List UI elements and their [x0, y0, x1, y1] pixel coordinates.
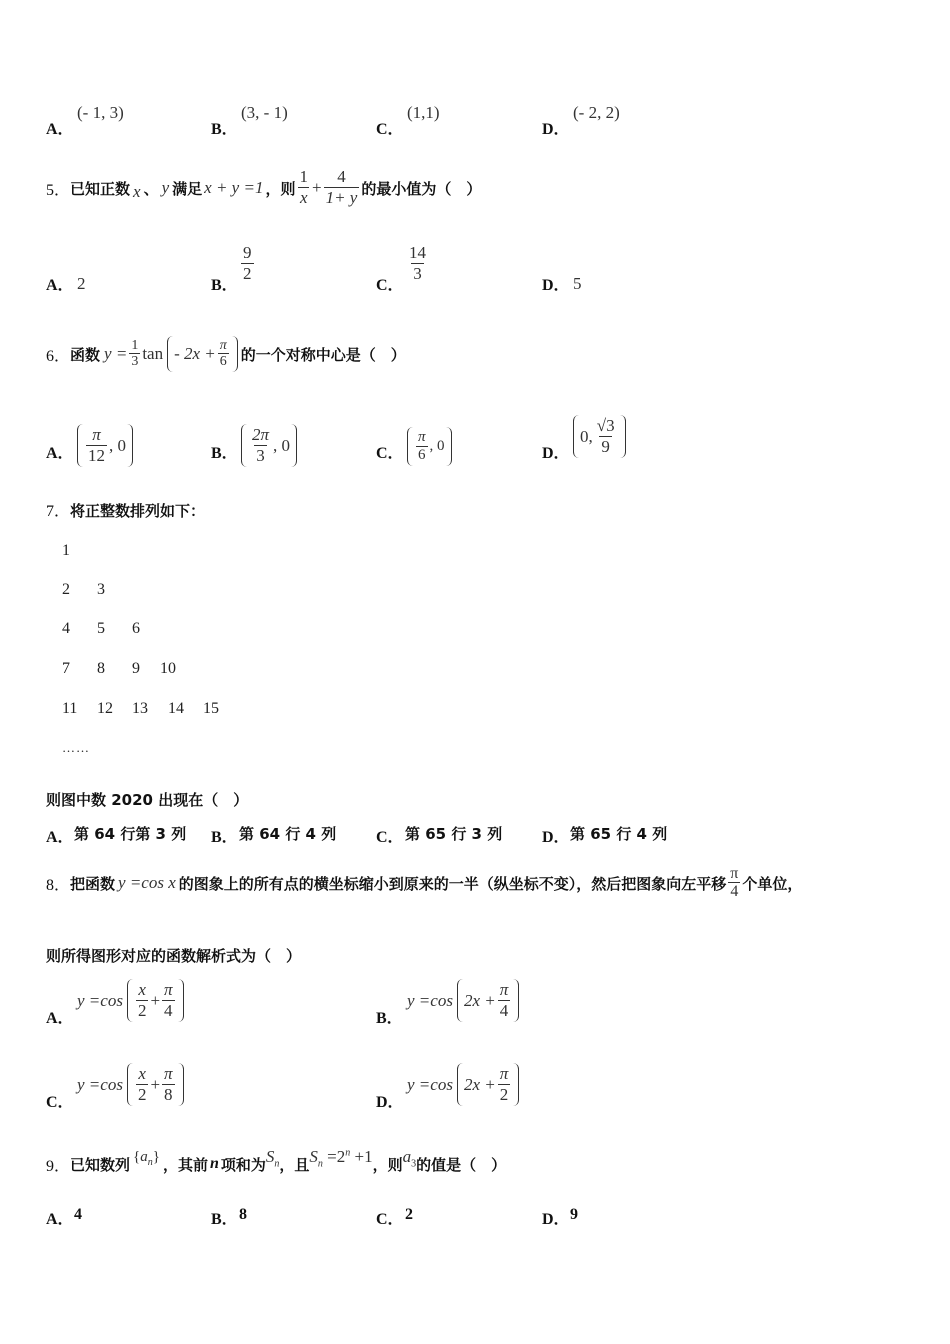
- q6-option-c-num: π: [418, 429, 426, 445]
- q8-option-b-num: π: [499, 980, 509, 999]
- q7-cell: 9: [132, 660, 140, 677]
- q9-equation: [309, 1147, 372, 1169]
- q5-text-b: 满足: [172, 179, 203, 198]
- q5-option-c-den: 3: [413, 263, 422, 283]
- q8-number: 8．: [46, 876, 71, 894]
- q6-option-d-den: 9: [601, 436, 610, 456]
- q5-option-a-label: A．: [46, 277, 74, 294]
- q4-option-c-value: (1,1): [407, 103, 440, 122]
- q6-option-b-value: [241, 424, 297, 467]
- q7-cell: 13: [132, 700, 148, 717]
- q7-cell: 15: [203, 700, 219, 717]
- q9-sum-sub: n: [274, 1158, 280, 1170]
- q4-option-b-label: B．: [211, 121, 238, 138]
- q6-text-a: 函数: [70, 345, 101, 364]
- q6-arg-a: - 2x +: [174, 343, 216, 363]
- q8-option-d-num: π: [499, 1064, 509, 1083]
- q8-option-d-pre: y =cos: [407, 1074, 453, 1094]
- q8-option-d-a: 2x +: [463, 1074, 496, 1094]
- q6-option-a-num: π: [92, 425, 101, 444]
- q8-stem: [46, 858, 802, 908]
- q8-option-b-value: [407, 979, 519, 1022]
- q7-option-a-value: 第 64 行第 3 列: [74, 825, 187, 843]
- q8-option-b-label: B．: [376, 1010, 403, 1027]
- q7-cell: 7: [62, 660, 70, 677]
- q9-seq-sub: n: [147, 1156, 153, 1168]
- q7-ellipsis: ……: [62, 740, 90, 755]
- q5-option-b-num: 9: [243, 243, 252, 262]
- q8-option-c-pre: y =cos: [77, 1074, 123, 1094]
- q7-option-a-label: A．: [46, 829, 74, 846]
- q9-option-b-value: 8: [239, 1206, 247, 1223]
- q6-option-a-label: A．: [46, 445, 74, 462]
- q5-option-d-label: D．: [542, 277, 570, 294]
- q9-option-c-value: 2: [405, 1206, 413, 1223]
- q5-option-b-label: B．: [211, 277, 238, 294]
- q5-sep: 、: [143, 179, 159, 198]
- q7-option-d-label: D．: [542, 829, 570, 846]
- q9-text-b: ，其前: [162, 1155, 208, 1174]
- q9-sequence: $\{a_n\}$: [133, 1148, 160, 1168]
- q9-option-a-value: 4: [74, 1206, 82, 1223]
- q5-option-c-num: 14: [409, 243, 426, 262]
- q5-expr-plus: +: [311, 177, 322, 197]
- q7-cell: 14: [168, 700, 184, 717]
- q6-arg-num: π: [219, 337, 227, 353]
- q9-eq-sup: n: [345, 1147, 351, 1159]
- q8-option-a-pre: y =cos: [77, 990, 123, 1010]
- q8-option-a-den2: 4: [164, 1000, 173, 1020]
- q7-cell: 4: [62, 620, 70, 637]
- q5-stem: [46, 158, 481, 218]
- q6-tan: tan: [142, 343, 164, 363]
- q4-option-b-value: (3, - 1): [241, 103, 288, 122]
- q8-function: y =cos x: [118, 873, 176, 892]
- q4-option-a-value: (- 1, 3): [77, 103, 124, 122]
- q5-option-b-den: 2: [243, 263, 252, 283]
- q8-option-b-a: 2x +: [463, 990, 496, 1010]
- q5-option-b-fraction: [241, 244, 254, 283]
- q7-text: 将正整数排列如下：: [70, 502, 206, 520]
- q8-option-c-den2: 8: [164, 1084, 173, 1104]
- q5-text-c: ，则: [265, 179, 296, 198]
- q8-option-c-num2: π: [164, 1064, 173, 1083]
- q7-cell: 11: [62, 700, 78, 717]
- q5-expr-num1: 1: [299, 167, 308, 187]
- q5-expression: [295, 168, 361, 207]
- q5-number: 5．: [46, 181, 71, 199]
- q7-option-c-label: C．: [376, 829, 404, 846]
- q6-number: 6．: [46, 347, 71, 365]
- q8-option-a-label: A．: [46, 1010, 74, 1027]
- q7-cell: 2: [62, 581, 70, 598]
- q8-option-b-den: 4: [499, 1000, 509, 1020]
- q9-option-d-value: 9: [570, 1206, 578, 1223]
- q9-eq-sub: n: [317, 1158, 323, 1170]
- q6-option-a-value: [77, 424, 133, 467]
- q9-a3-a: a: [402, 1146, 412, 1166]
- q8-option-c-label: C．: [46, 1094, 74, 1111]
- q7-cell: 8: [97, 660, 105, 677]
- q8-option-c-den1: 2: [137, 1084, 147, 1104]
- q6-stem: [46, 328, 406, 380]
- q9-eq-end: +1: [350, 1146, 373, 1166]
- q7-stem: [46, 498, 205, 521]
- q4-option-d-value: (- 2, 2): [573, 103, 620, 122]
- q7-option-b-value: 第 64 行 4 列: [239, 825, 337, 843]
- q6-option-d-head: 0,: [580, 426, 593, 446]
- q4-option-d-label: D．: [542, 121, 570, 138]
- q6-option-b-den: 3: [256, 445, 265, 465]
- q8-text-a: 把函数: [70, 874, 116, 893]
- q9-n: n: [209, 1155, 219, 1172]
- q9-option-d-label: D．: [542, 1211, 570, 1228]
- q6-function: [104, 336, 238, 372]
- q6-option-a-den: 12: [88, 445, 105, 465]
- q6-option-d-num: √3: [596, 416, 615, 435]
- q6-option-c-den: 6: [418, 446, 426, 463]
- q5-expr-den2: 1+ y: [325, 188, 358, 208]
- q9-eq-s: S: [309, 1146, 318, 1166]
- q8-option-d-value: [407, 1063, 519, 1106]
- q8-option-a-value: y =cos $\frac{x}{2}$ + $\frac{\pi}{4}$: [77, 979, 184, 1022]
- q7-cell: 3: [97, 581, 105, 598]
- q9-stem: [46, 1146, 506, 1182]
- q7-cell: 1: [62, 542, 70, 559]
- q5-option-c-label: C．: [376, 277, 404, 294]
- q9-text-e: ，则: [372, 1155, 403, 1174]
- q7-cell: 10: [160, 660, 176, 677]
- q7-option-c-value: 第 65 行 3 列: [405, 825, 503, 843]
- q9-text-f: 的值是（ ）: [416, 1155, 507, 1174]
- q5-condition: x + y =1: [204, 178, 264, 197]
- q5-text-a: 已知正数: [70, 179, 131, 198]
- q9-sum-s: S: [265, 1146, 275, 1166]
- q8-text-b: 的图象上的所有点的横坐标缩小到原来的一半（纵坐标不变），然后把图象向左平移: [178, 874, 727, 893]
- q8-shift: [728, 865, 740, 902]
- q8-shift-den: 4: [730, 883, 739, 901]
- q9-text-c: 项和为: [220, 1155, 266, 1174]
- q8-option-c-value: y =cos $\frac{x}{2}$ + $\frac{\pi}{8}$: [77, 1063, 184, 1106]
- q6-option-b-label: B．: [211, 445, 238, 462]
- q6-option-d-label: D．: [542, 445, 570, 462]
- q9-eq-mid: =2: [322, 1146, 346, 1166]
- q8-option-d-label: D．: [376, 1094, 404, 1111]
- q6-y-eq: y =: [104, 343, 128, 363]
- q8-option-a-num2: π: [164, 980, 173, 999]
- q5-var-y: y: [161, 178, 170, 197]
- q9-text-a: 已知数列: [70, 1155, 131, 1174]
- q8-text-c: 个单位，: [742, 874, 803, 893]
- q7-cell: 12: [97, 700, 113, 717]
- q8-line2: 则所得图形对应的函数解析式为（ ）: [46, 947, 302, 965]
- q6-coef-num: 1: [131, 337, 139, 353]
- q5-text-d: 的最小值为（ ）: [361, 179, 482, 198]
- q4-option-c-label: C．: [376, 121, 404, 138]
- q5-option-c-fraction: [407, 244, 428, 283]
- q8-option-d-den: 2: [499, 1084, 509, 1104]
- q9-seq-a: a: [140, 1148, 148, 1165]
- q9-option-b-label: B．: [211, 1211, 238, 1228]
- q6-option-c-tail: , 0: [429, 437, 445, 454]
- q6-option-b-tail: , 0: [273, 435, 291, 455]
- q6-text-b: 的一个对称中心是（ ）: [240, 345, 406, 364]
- q5-option-a-value: 2: [77, 274, 86, 293]
- q6-option-b-num: 2π: [252, 425, 270, 444]
- q7-question: 则图中数 2020 出现在（ ）: [46, 791, 249, 809]
- q6-option-c-label: C．: [376, 445, 404, 462]
- q6-coef-den: 3: [131, 354, 139, 370]
- q6-arg-den: 6: [219, 354, 227, 370]
- q7-option-b-label: B．: [211, 829, 238, 846]
- q8-option-a-den1: 2: [137, 1000, 147, 1020]
- q4-option-a-label: A．: [46, 121, 74, 138]
- q5-var-x: x: [133, 182, 141, 201]
- q6-option-d-value: [573, 415, 626, 458]
- q7-number: 7．: [46, 503, 71, 520]
- q7-cell: 6: [132, 620, 140, 637]
- q9-a3: [403, 1147, 417, 1169]
- q9-a3-sub: 3: [411, 1158, 417, 1170]
- q6-option-c-value: [407, 427, 452, 466]
- q5-option-d-value: 5: [573, 274, 582, 293]
- q5-expr-den1: x: [299, 188, 308, 208]
- q9-sum: [266, 1147, 280, 1169]
- q8-option-b-pre: y =cos: [407, 990, 453, 1010]
- q9-text-d: ，且: [279, 1155, 310, 1174]
- q8-shift-num: π: [730, 864, 739, 882]
- q8-option-a-num1: x: [138, 980, 146, 999]
- q9-option-c-label: C．: [376, 1211, 404, 1228]
- q9-option-a-label: A．: [46, 1211, 74, 1228]
- q5-expr-num2: 4: [337, 167, 346, 187]
- q8-option-c-num1: x: [138, 1064, 146, 1083]
- q6-option-a-tail: , 0: [109, 435, 126, 455]
- q9-number: 9．: [46, 1157, 71, 1175]
- q7-cell: 5: [97, 620, 105, 637]
- q7-option-d-value: 第 65 行 4 列: [570, 825, 668, 843]
